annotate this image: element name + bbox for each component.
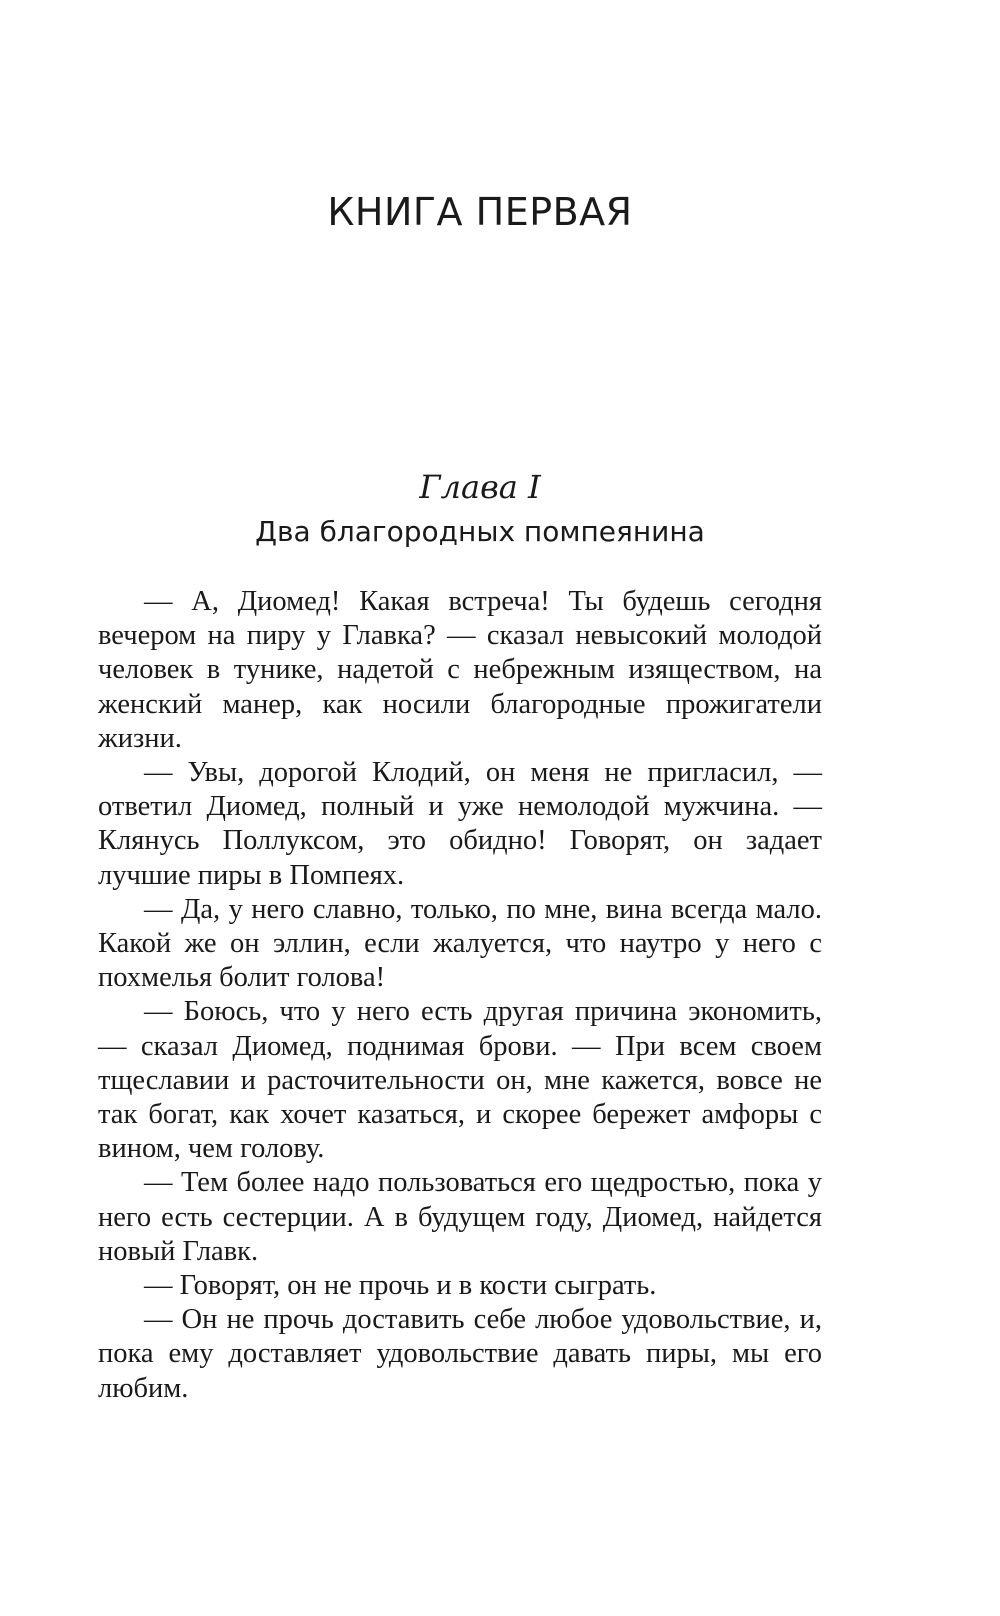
paragraph: — Говорят, он не прочь и в кости сыграть. — [144, 1270, 657, 1302]
book-title: КНИГА ПЕРВАЯ — [327, 190, 633, 234]
paragraph: — А, Диомед! Какая встреча! Ты будешь сегодня вечером на пиру у Главка? — сказал невысокий молодой человек в тунике, надетой с небрежным изяществом, на женский манер, как носили благородные прожигатели жизни. — [98, 586, 822, 754]
chapter-text — [98, 585, 822, 1406]
chapter-label: Глава I — [419, 468, 541, 506]
paragraph: — Тем более надо пользоваться его щедростью, пока у него есть сестерции. А в будущем году, Диомед, найдется новый Главк. — [98, 1167, 822, 1267]
chapter-title: Два благородных помпеянина — [255, 515, 705, 548]
paragraph: — Он не прочь доставить себе любое удовольствие, и, пока ему доставляет удовольствие давать пиры, мы его любим. — [98, 1304, 822, 1404]
paragraph: — Увы, дорогой Клодий, он меня не пригласил, — ответил Диомед, полный и уже немолодой мужчина. — Клянусь Поллуксом, это обидно! Говорят, он задает лучшие пиры в Помпеях. — [98, 757, 822, 891]
paragraph: — Да, у него славно, только, по мне, вина всегда мало. Какой же он эллин, если жалуется, что наутро у него с похмелья болит голова! — [98, 893, 822, 994]
paragraph: — Боюсь, что у него есть другая причина экономить, — сказал Диомед, поднимая брови. — При всем своем тщеславии и расточительности он, мне кажется, вовсе не так богат, как хочет казаться, и скорее бережет амфоры с вином, чем голову. — [98, 996, 822, 1165]
